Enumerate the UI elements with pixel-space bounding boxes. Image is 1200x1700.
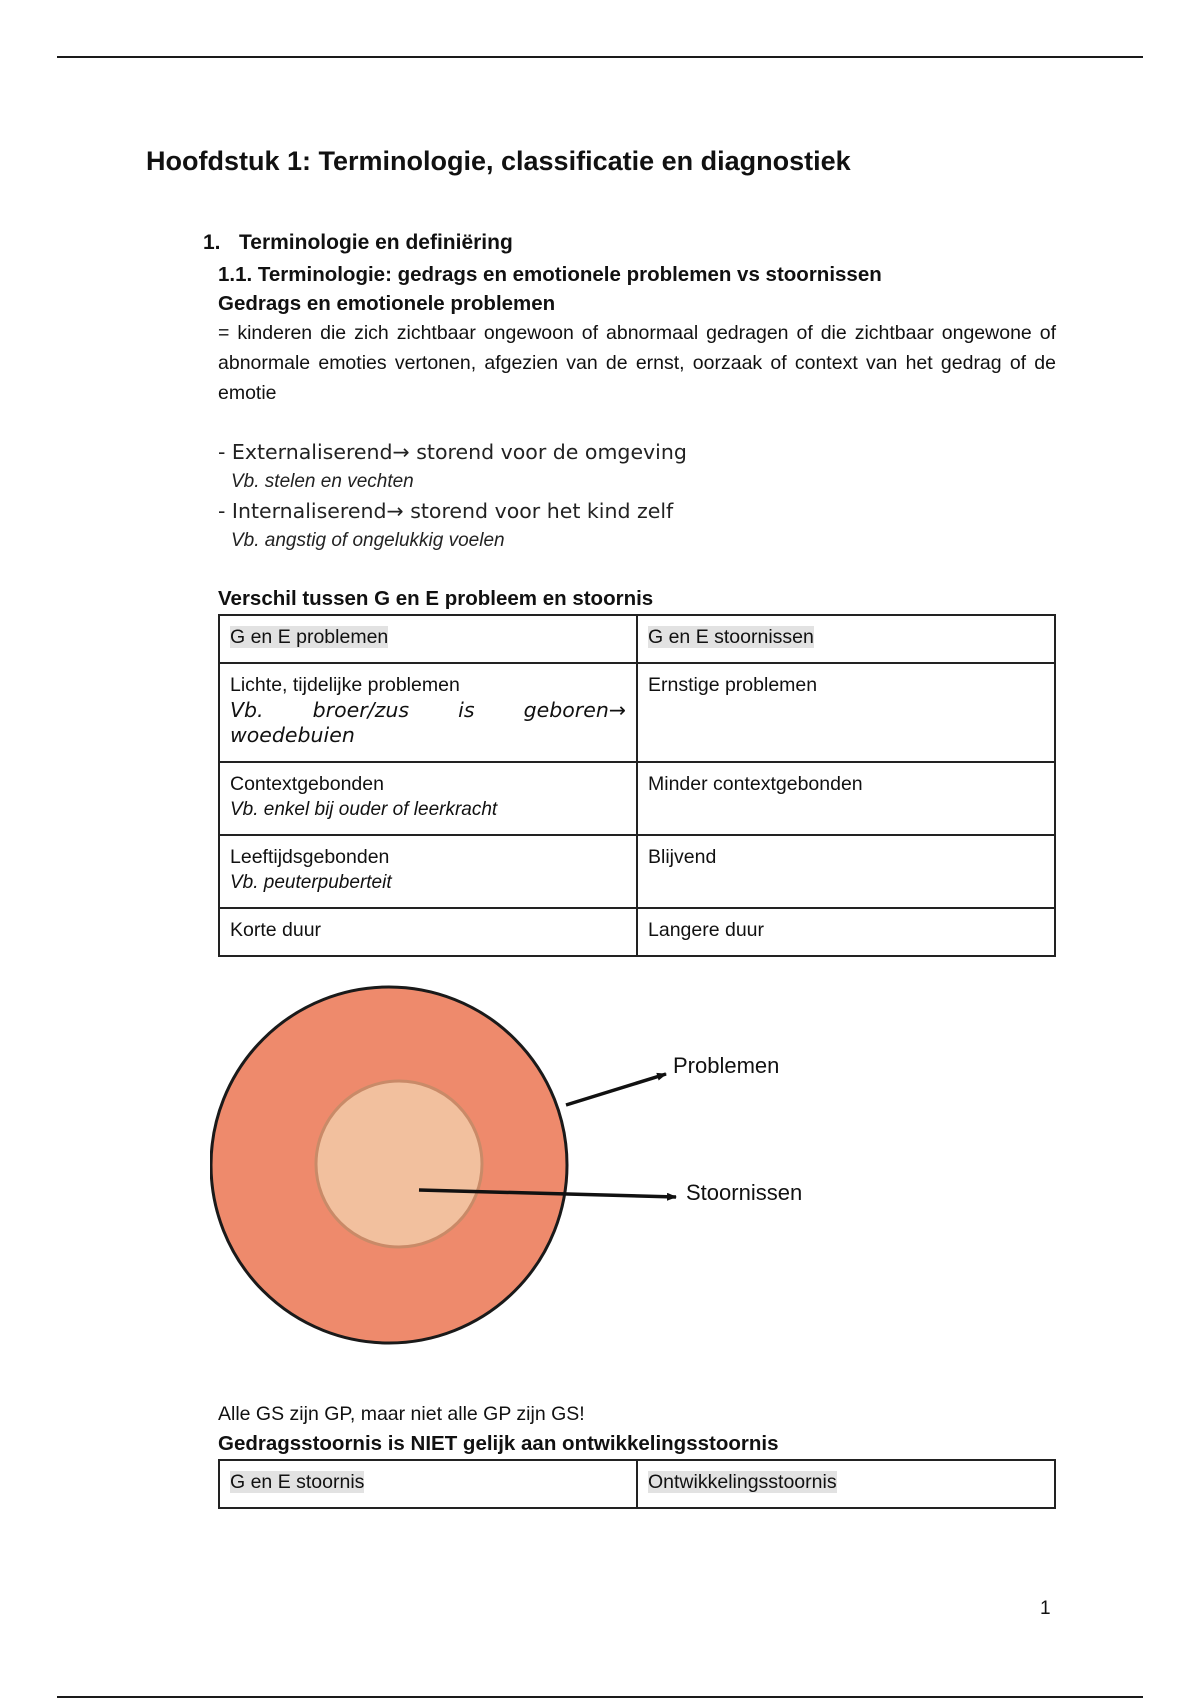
diagram-graphic: [210, 985, 860, 1355]
section-title: Terminologie en definiëring: [239, 231, 513, 254]
table-cell: Blijvend: [648, 846, 717, 868]
table-cell-example: Vb. peuterpuberteit: [230, 872, 392, 893]
table-cell: Lichte, tijdelijke problemen: [230, 674, 460, 696]
table-cell: Leeftijdsgebonden: [230, 846, 390, 868]
table-cell: Contextgebonden: [230, 773, 384, 795]
table-row: [219, 835, 1055, 908]
second-table-caption: Gedragsstoornis is NIET gelijk aan ontwikkelingsstoornis: [218, 1432, 779, 1455]
second-table: [218, 1459, 1056, 1509]
definition-text: = kinderen die zich zichtbaar ongewoon of abnormaal gedragen of die zichtbaar ongewone of abnormale emoties vertonen, afgezien van de ernst, oorzaak of context van het gedrag of de emotie: [218, 322, 1056, 404]
table-row: [219, 908, 1055, 956]
difference-table-caption: Verschil tussen G en E probleem en stoornis: [218, 587, 654, 610]
post-diagram-content: [218, 1399, 1056, 1509]
problems-arrow: [566, 1074, 666, 1105]
bullet-example: Vb. stelen en vechten: [231, 471, 414, 492]
top-rule: [57, 56, 1143, 58]
section-content: [218, 260, 1056, 957]
problems-disorders-diagram: [210, 985, 860, 1355]
table-row: [219, 663, 1055, 762]
table-header-cell: G en E stoornis: [230, 1471, 365, 1493]
table-header-cell: Ontwikkelingsstoornis: [648, 1471, 837, 1493]
difference-table: [218, 614, 1056, 957]
section-number: 1.: [203, 231, 221, 254]
table-cell: Korte duur: [230, 919, 322, 941]
table-row: [219, 762, 1055, 835]
definition-heading: Gedrags en emotionele problemen: [218, 292, 556, 315]
table-cell-example: Vb. broer/zus is geboren→: [230, 698, 626, 722]
disorders-label: Stoornissen: [686, 1180, 803, 1205]
chapter-title: Hoofdstuk 1: Terminologie, classificatie en diagnostiek: [146, 146, 851, 176]
table-cell-example: Vb. enkel bij ouder of leerkracht: [230, 799, 498, 820]
table-header-row: [219, 615, 1055, 663]
problems-label: Problemen: [673, 1053, 780, 1078]
page-number: 1: [1040, 1598, 1051, 1619]
subsection-title: 1.1. Terminologie: gedrags en emotionele problemen vs stoornissen: [218, 263, 882, 286]
bullet-internaliserend: - Internaliserend→ storend voor het kind zelf: [218, 499, 674, 523]
bullet-externaliserend: - Externaliserend→ storend voor de omgeving: [218, 440, 687, 464]
disorders-circle: [316, 1081, 482, 1247]
table-header-cell: G en E stoornissen: [648, 626, 814, 648]
table-header-cell: G en E problemen: [230, 626, 389, 648]
table-cell: Ernstige problemen: [648, 674, 818, 696]
bullet-example: Vb. angstig of ongelukkig voelen: [231, 530, 505, 551]
note-text: Alle GS zijn GP, maar niet alle GP zijn GS!: [218, 1403, 585, 1425]
section-heading: [203, 231, 513, 255]
table-cell: Langere duur: [648, 919, 765, 941]
table-cell-example: woedebuien: [230, 723, 355, 747]
bottom-rule: [57, 1696, 1143, 1698]
table-header-row: [219, 1460, 1055, 1508]
table-cell: Minder contextgebonden: [648, 773, 863, 795]
